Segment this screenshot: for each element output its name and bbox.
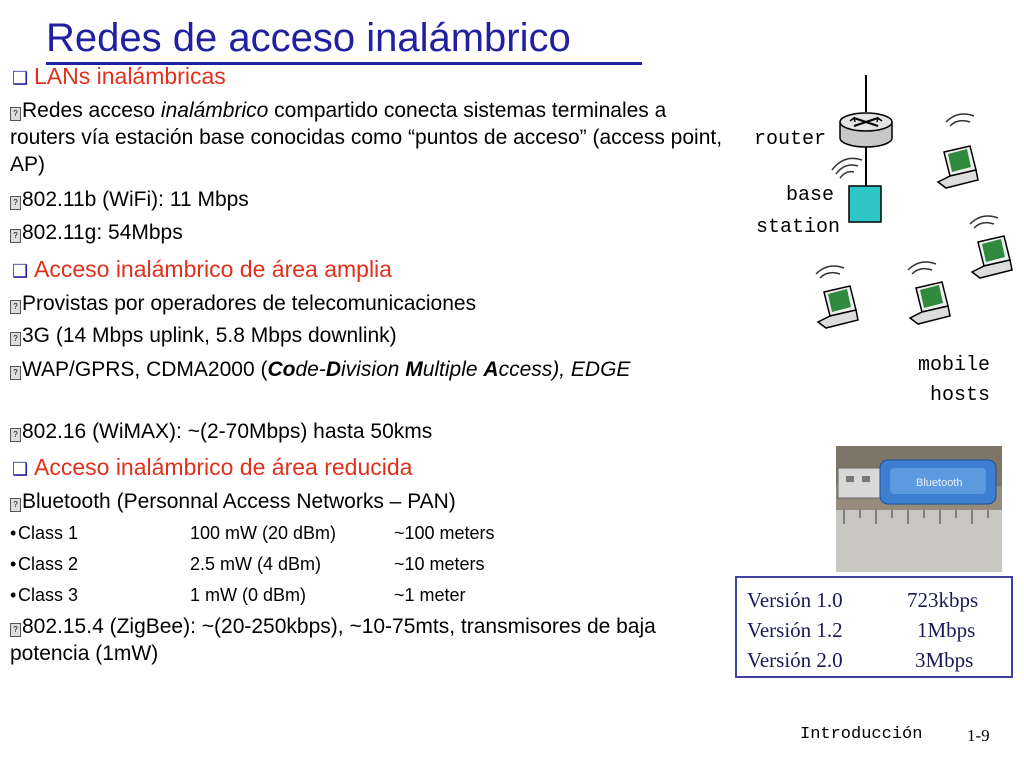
version-table [735, 576, 1013, 678]
class-range: ~1 meter [394, 585, 466, 605]
class-power: 100 mW (20 dBm) [190, 523, 337, 543]
class-row: •Class 3 [10, 585, 79, 605]
router-icon [840, 113, 892, 147]
base-label: base [786, 184, 835, 207]
version-row [747, 588, 979, 613]
dot-bullet-icon: • [10, 523, 17, 543]
laptop-icon [938, 114, 978, 188]
section-heading-text: Acceso inalámbrico de área reducida [34, 454, 413, 480]
bullet-icon: ? [10, 107, 21, 121]
laptop-icon [908, 262, 950, 324]
laptop-icon [970, 216, 1012, 278]
section-heading-wan [12, 255, 392, 285]
version-name: Versión 1.2 [747, 618, 843, 642]
bullet-icon: ? [10, 196, 21, 210]
class-range: ~100 meters [394, 523, 495, 543]
version-row [747, 618, 976, 643]
dot-bullet-icon: • [10, 585, 17, 605]
station-label: station [756, 216, 841, 239]
dot-bullet-icon: • [10, 554, 17, 574]
bullet-icon: ? [10, 300, 21, 314]
version-name: Versión 1.0 [747, 588, 843, 612]
class-row: •Class 2 [10, 554, 79, 574]
bullet-icon: ? [10, 332, 21, 346]
bullet-item: ? WAP/GPRS, CDMA2000 (Code-Division Multiple Access), EDGE [10, 356, 710, 383]
class-row: •Class 1 [10, 523, 79, 543]
bullet-item: ? Provistas por operadores de telecomunicaciones [10, 290, 476, 317]
class-power: 2.5 mW (4 dBm) [190, 554, 322, 574]
mobile-label: mobile [918, 354, 991, 377]
base-station-icon [832, 158, 881, 222]
section-heading-pan [12, 453, 412, 483]
bullet-icon: ? [10, 366, 21, 380]
bullet-icon: ? [10, 229, 21, 243]
bullet-item: ? 802.11g: 54Mbps [10, 219, 183, 246]
bullet-item: ? Redes acceso inalámbrico compartido conecta sistemas terminales a routers vía estación base conocidas como “puntos de acceso” (access point, AP) [10, 99, 723, 176]
version-speed: 1Mbps [917, 618, 976, 642]
version-speed: 723kbps [907, 588, 979, 612]
hosts-label: hosts [930, 384, 991, 407]
section-heading-text: LANs inalámbricas [34, 63, 226, 89]
class-range: ~10 meters [394, 554, 485, 574]
section-heading-wlan [12, 62, 226, 92]
bullet-item: ? 3G (14 Mbps uplink, 5.8 Mbps downlink) [10, 322, 397, 349]
bullet-item: ? 802.15.4 (ZigBee): ~(20-250kbps), ~10-75mts, transmisores de baja potencia (1mW) [10, 615, 656, 665]
version-speed: 3Mbps [915, 648, 974, 672]
footer-section: Introducción [800, 725, 923, 744]
section-heading-text: Acceso inalámbrico de área amplia [34, 256, 392, 282]
page-number: 1-9 [967, 726, 990, 745]
bullet-item: ? 802.11b (WiFi): 11 Mbps [10, 186, 249, 213]
bullet-icon: ? [10, 623, 21, 637]
version-name: Versión 2.0 [747, 648, 843, 672]
bullet-icon: ? [10, 428, 21, 442]
checkbox-bullet-icon: ❑ [12, 68, 29, 88]
laptop-icon [816, 266, 858, 328]
bullet-item: ? 802.16 (WiMAX): ~(2-70Mbps) hasta 50kms [10, 418, 432, 445]
bullet-item: ? Bluetooth (Personnal Access Networks – PAN) [10, 488, 456, 515]
version-row [747, 648, 974, 673]
dongle-label: Bluetooth [916, 477, 963, 489]
checkbox-bullet-icon: ❑ [12, 459, 29, 479]
bullet-icon: ? [10, 498, 21, 512]
router-label: router [754, 128, 827, 151]
slide-title: Redes de acceso inalámbrico [46, 16, 571, 60]
class-power: 1 mW (0 dBm) [190, 585, 307, 605]
checkbox-bullet-icon: ❑ [12, 261, 29, 281]
bluetooth-dongle-photo [836, 446, 1002, 572]
